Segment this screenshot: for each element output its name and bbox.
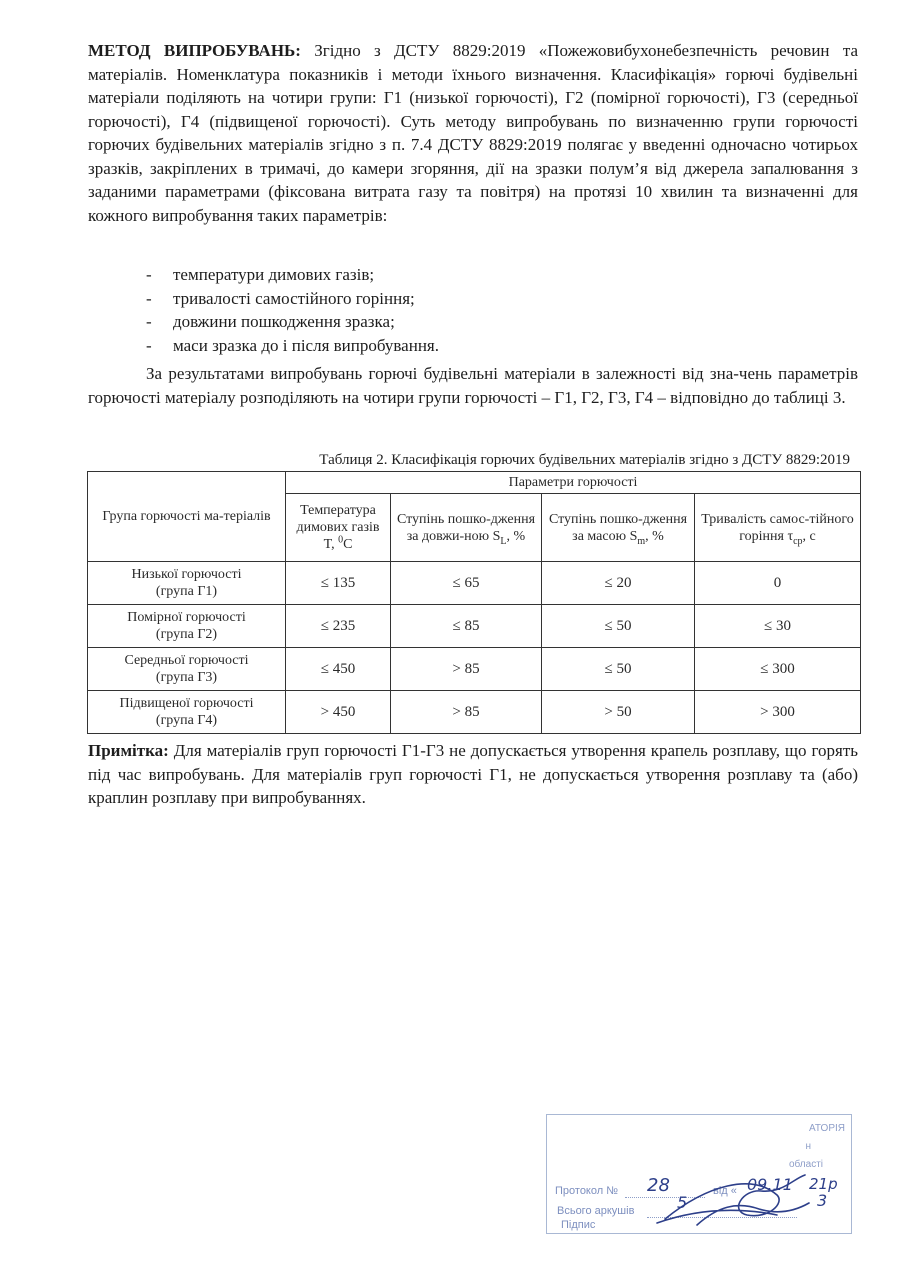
temperature-cell: ≤ 235	[286, 605, 391, 648]
list-item: - маси зразка до і після випробування.	[146, 334, 439, 358]
mass-cell: ≤ 20	[542, 562, 695, 605]
classification-table	[87, 471, 861, 734]
stamp-signature-label: Підпис	[561, 1219, 596, 1231]
duration-cell: 0	[695, 562, 861, 605]
list-item: - довжини пошкодження зразка;	[146, 310, 439, 334]
stamp-sheets-label: Всього аркушів	[557, 1205, 635, 1217]
list-item: - температури димових газів;	[146, 263, 439, 287]
stamp-line-2: н	[805, 1141, 811, 1152]
parameters-list	[146, 263, 439, 357]
list-dash: -	[146, 288, 152, 308]
col-duration-header: Тривалість самос-тійного горіння $\tau_{ср}$, с	[695, 494, 861, 562]
group-cell: Помірної горючості (група Г2)	[88, 605, 286, 648]
table-row	[88, 562, 861, 605]
duration-cell: ≤ 300	[695, 648, 861, 691]
col-length-header: Ступінь пошко-дження за довжи-ною $S_L$, %	[391, 494, 542, 562]
length-cell: ≤ 85	[391, 605, 542, 648]
list-dash: -	[146, 335, 152, 355]
length-cell: > 85	[391, 691, 542, 734]
group-header: Група горючості ма-теріалів	[88, 472, 286, 562]
stamp-line-3: області	[788, 1159, 823, 1170]
stamp-sheets-value: 5	[677, 1193, 688, 1212]
mass-cell: ≤ 50	[542, 605, 695, 648]
intro-text: Згідно з ДСТУ 8829:2019 «Пожежовибухонебезпечність речовин та матеріалів. Номенклатура показників і методи їхнього визначення. Класифікація» горючі будівельні матеріали поділяють на чотири групи: Г1 (низької горючості), Г2 (помірної горючості), Г3 (середньої горючості), Г4 (підвищеної горючості). Суть методу випробувань по визначенню групи горючості горючих будівельних матеріалів згідно з п. 7.4 ДСТУ 8829:2019 полягає у введенні одночасно чотирьох зразків, закріплених в тримачі, до камери згоряння, дії на зразки полум’я від джерела запалювання з заданими параметрами (фіксована витрата газу та повітря) на протязі 10 хвилин та визначенні для кожного випробування таких параметрів:	[88, 41, 859, 225]
table-row	[88, 691, 861, 734]
length-cell: > 85	[391, 648, 542, 691]
temperature-cell: ≤ 450	[286, 648, 391, 691]
table-row	[88, 648, 861, 691]
temperature-cell: ≤ 135	[286, 562, 391, 605]
note-paragraph	[88, 739, 858, 810]
note-lead: Примітка:	[88, 741, 169, 760]
intro-paragraph	[88, 39, 858, 227]
list-dash: -	[146, 265, 152, 284]
stamp-protocol-label: Протокол №	[555, 1185, 619, 1197]
note-text: Для матеріалів груп горючості Г1-Г3 не допускається утворення крапель розплаву, що горять під час випробувань. Для матеріалів груп горючості Г1, не допускається утворення розплаву та (або) краплин розплаву при випробуваннях.	[88, 741, 858, 807]
stamp-date-label: від «	[713, 1185, 737, 1197]
stamp-date-value: 09.11	[747, 1175, 793, 1194]
list-dash: -	[146, 312, 152, 331]
temperature-cell: > 450	[286, 691, 391, 734]
stamp-protocol-number: 28	[647, 1175, 670, 1196]
stamp-sheet-current: 3	[817, 1191, 828, 1210]
length-cell: ≤ 65	[391, 562, 542, 605]
params-header: Параметри горючості	[286, 472, 861, 494]
mass-cell: ≤ 50	[542, 648, 695, 691]
laboratory-stamp	[546, 1114, 852, 1234]
list-item: - тривалості самостійного горіння;	[146, 287, 439, 311]
mass-cell: > 50	[542, 691, 695, 734]
stamp-line-1: АТОРІЯ	[809, 1123, 845, 1134]
group-cell: Підвищеної горючості (група Г4)	[88, 691, 286, 734]
duration-cell: ≤ 30	[695, 605, 861, 648]
group-cell: Низької горючості (група Г1)	[88, 562, 286, 605]
group-cell: Середньої горючості (група Г3)	[88, 648, 286, 691]
results-paragraph: За результатами випробувань горючі будівельні матеріали в залежності від зна-чень параметрів горючості матеріалу розподіляють на чотири групи горючості – Г1, Г2, Г3, Г4 – відповідно до таблиці 3.	[88, 364, 858, 407]
col-temperature-header: Температура димових газів T, $^0$C	[286, 494, 391, 562]
intro-lead: МЕТОД ВИПРОБУВАНЬ:	[88, 41, 301, 60]
stamp-year: 21р	[809, 1175, 838, 1193]
table-row	[88, 605, 861, 648]
duration-cell: > 300	[695, 691, 861, 734]
signature-scribble	[547, 1115, 851, 1233]
table-caption: Таблиця 2. Класифікація горючих будівельних матеріалів згідно з ДСТУ 8829:2019	[319, 452, 850, 468]
col-mass-header: Ступінь пошко-дження за масою $S_m$, %	[542, 494, 695, 562]
